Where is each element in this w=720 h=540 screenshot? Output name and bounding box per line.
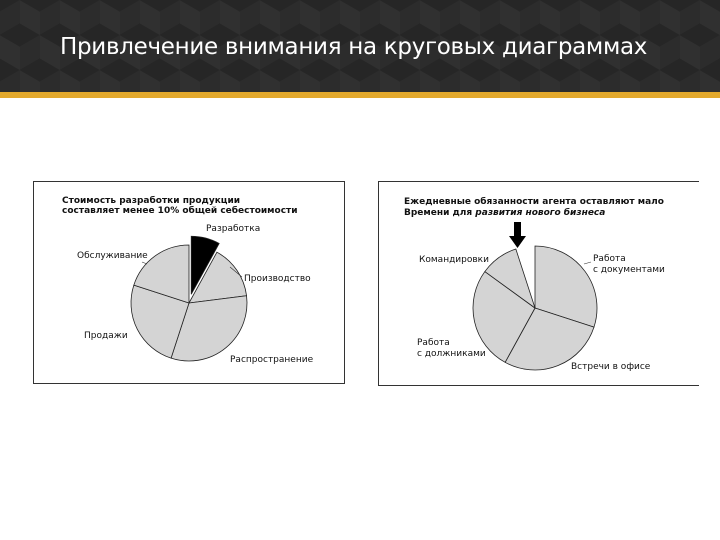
pie-slices [131,236,247,361]
slice-label-trips: Командировки [419,255,489,265]
pie-chart-development-cost [34,182,344,383]
chart-title-line-2: Времени для развития нового бизнеса [404,208,606,218]
chart-panel-development-cost [33,181,345,384]
leader-line-documents [584,262,591,264]
accent-bar [0,92,720,98]
slice-label-debtors-2: с должниками [417,349,486,359]
chart-title-line-1: Стоимость разработки продукции [62,196,241,206]
pie-slices [473,246,597,370]
arrow-down-icon [509,222,526,248]
slide-title: Привлечение внимания на круговых диаграммах [60,34,648,60]
slice-label-office-meetings: Встречи в офисе [571,362,651,372]
slice-label-distribution: Распространение [230,355,314,365]
leader-line-service [142,262,147,264]
chart-panel-agent-duties [378,181,699,386]
slice-label-sales: Продажи [84,331,128,341]
pie-chart-agent-duties [379,182,699,385]
slice-label-documents-2: с документами [593,265,665,275]
chart-title-line-1: Ежедневные обязанности агента оставляют мало [404,197,664,207]
slice-label-development: Разработка [206,224,261,234]
slice-label-debtors-1: Работа [417,338,450,348]
slice-label-service: Обслуживание [77,251,148,261]
slice-label-documents-1: Работа [593,254,626,264]
slice-label-production: Производство [244,274,311,284]
leader-lines [584,262,591,264]
chart-title-line-2: составляет менее 10% общей себестоимости [62,206,298,216]
chart-title-emphasis: развития нового бизнеса [475,208,606,218]
